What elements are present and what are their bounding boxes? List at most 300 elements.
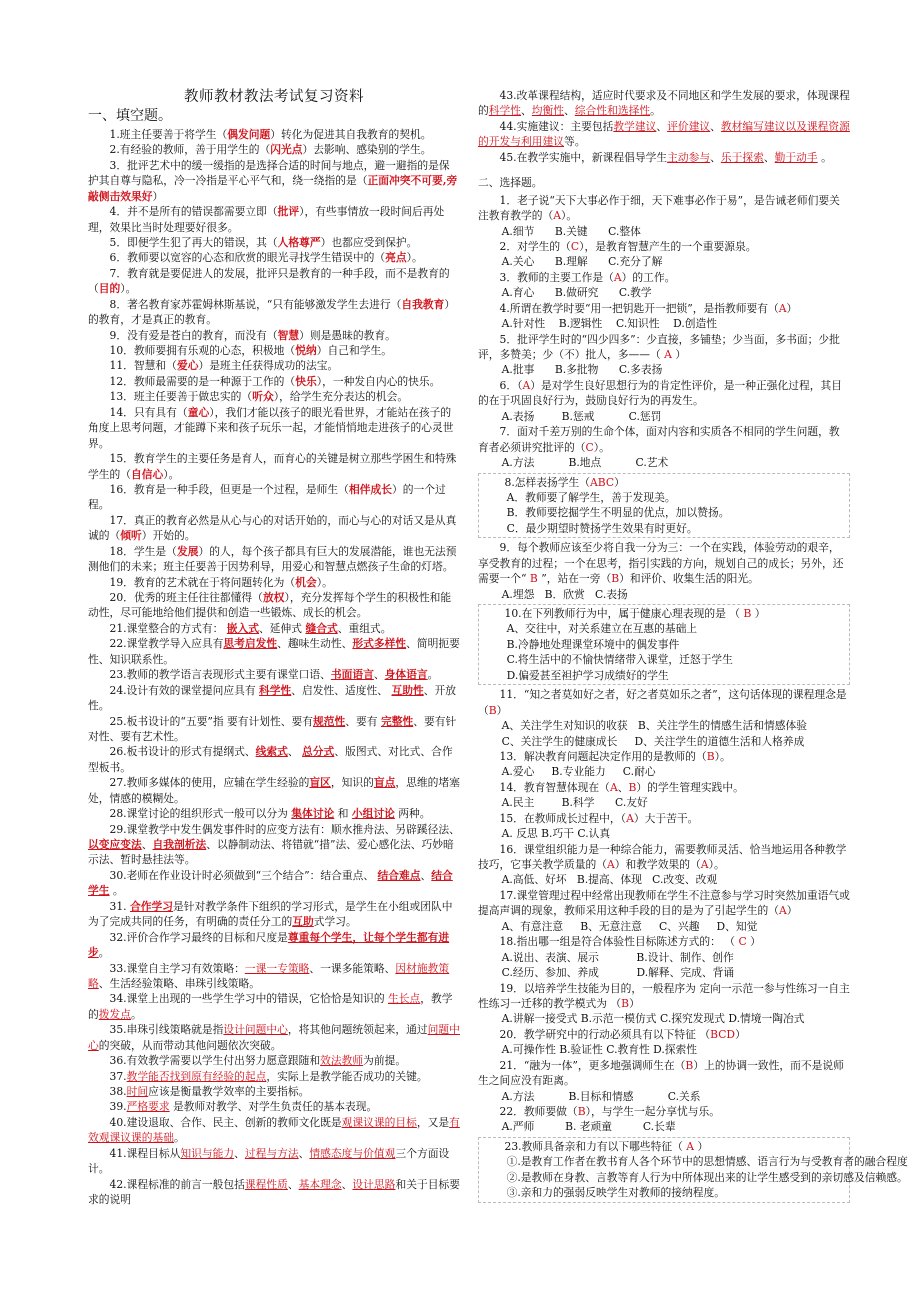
answer-text: 嵌入式 — [226, 621, 260, 635]
question-text: 、重组式。 — [337, 621, 392, 635]
question-text: 、以静制动法、将错就“措”法、爱心感化法、巧妙暗示法、暂时悬挂法等。 — [88, 838, 454, 867]
choice-question — [478, 1137, 908, 1203]
question-text: ）的人，每个孩子都具有巨大的发展潜能，谁也无法预测他们的未来；班主任要善于因势利导，用爱心和智慧点燃孩子生命的灯塔。 — [88, 544, 457, 574]
choice-question-stem — [483, 1139, 845, 1154]
answer-text: 听众 — [252, 390, 274, 404]
answer-text: 尊重每个学生，让每个学生都有进步 — [88, 930, 450, 960]
question-text: 17．真正的教育必然是从心与心的对话开始的，而心与心的对话又是从真诚的（ — [88, 513, 457, 543]
choice-question-stem — [478, 424, 850, 455]
question-text: 4．并不是所有的错误都需要立即（ — [109, 205, 278, 219]
choice-question — [478, 239, 850, 270]
choice-question-stem — [483, 475, 845, 490]
question-text: 。 — [427, 668, 439, 682]
choice-options: A.育心 B.做研究 C.教学 — [501, 286, 652, 300]
choice-options: A.可操作性 B.验证性 C.教育性 D.探索性 — [501, 1043, 698, 1057]
question-text: ，实际上是教学能否成功的关键。 — [266, 1069, 428, 1083]
page-title: 教师教材教法考试复习资料 — [184, 89, 364, 105]
question-text: 23.教师具备亲和力有以下哪些特征（ — [504, 1139, 687, 1153]
choice-answer: A — [664, 348, 672, 361]
question-text: 15．教育学生的主要任务是育人，而育心的关键是树立那些学困生和特殊学生的（ — [88, 452, 457, 481]
question-text: 5．即便学生犯了再大的错误，其（ — [109, 235, 278, 249]
question-text: 、 — [373, 668, 385, 682]
question-text: ） — [746, 935, 761, 949]
question-text: 19．以培养学生技能为目的，一般程序为 定向一示范一参与性练习一自主性练习一迁移的教学模式为 （ — [478, 981, 850, 1010]
question-text: 、版图式、对比式、合作型板书。 — [88, 745, 453, 774]
choice-question-stem — [478, 749, 850, 764]
question-text: 16．教育是一种手段，但更是一个过程，是师生（ — [109, 482, 349, 496]
question-text: ） — [629, 996, 640, 1010]
choice-question — [478, 888, 850, 934]
question-text: 13．解决教育问题起决定作用的是教师的（ — [499, 749, 707, 763]
question-text: 、趣味生动性、 — [277, 637, 353, 651]
answer-text: 主动参与 — [667, 150, 711, 164]
question-text: 28.课堂讨论的组织形式一般可以分为 — [109, 807, 292, 821]
question-text: 16．课堂组织能力是一种综合能力，需要教师灵活、恰当地运用各种教学技巧，它事关教学质量的（ — [478, 842, 847, 871]
choice-question — [478, 687, 850, 749]
fill-in-question — [88, 1069, 460, 1084]
question-text: ） — [671, 348, 687, 361]
choice-question — [478, 378, 850, 424]
question-text: ）和评价、收集生活的阳光。 — [619, 572, 759, 586]
choice-question-stem — [478, 1058, 850, 1089]
choice-options: A.讲解一接受式 B.示范一模仿式 C.探究发现式 D.情境一陶冶式 — [501, 1012, 805, 1026]
question-text: 10．教师要拥有乐观的心态，积极地（ — [109, 344, 296, 357]
choice-options: C．最少期望时赞扬学生效果有时更好。 — [506, 521, 698, 535]
answer-text: 盲点 — [373, 776, 396, 790]
choice-options: A.方法 B.目标和情感 C.关系 — [501, 1089, 701, 1103]
fill-in-question — [88, 235, 460, 250]
answer-text: 自我教育 — [401, 297, 445, 311]
question-text: 等。 — [564, 135, 586, 149]
choice-question — [478, 193, 850, 239]
fill-in-question — [478, 119, 850, 150]
question-text: 。 — [650, 104, 661, 118]
answer-text: 身体语言 — [384, 668, 428, 682]
choice-answer: A — [686, 1139, 695, 1153]
question-text: 、 — [710, 150, 721, 164]
question-text: 41.课程目标从 — [109, 1146, 181, 1160]
question-text: 22．教师要做（ — [499, 1105, 578, 1118]
question-text: ）。 — [561, 209, 578, 223]
choice-answer: B — [577, 1105, 586, 1118]
question-text: 13．班主任要善于做忠实的（ — [109, 390, 253, 404]
question-text: 39. — [109, 1100, 127, 1114]
choice-answer: ABC — [590, 475, 615, 489]
question-text: 17.课堂管理过程中经常出现教师在学生不注意参与学习时突然加重语气或提高声调的现象，教师采用这种手段的目的是为了引起学生的（ — [478, 888, 850, 918]
question-text: ，知识的 — [330, 776, 374, 790]
question-text: ），与学生一起分享忧与乐。 — [585, 1105, 720, 1118]
fill-in-question — [88, 266, 460, 297]
fill-in-question-list — [88, 127, 460, 1208]
answer-text: 人格尊严 — [277, 235, 321, 249]
question-text: 。 — [131, 1007, 142, 1021]
choice-question-stem — [478, 1104, 850, 1119]
question-text: 18．学生是（ — [109, 544, 177, 558]
fill-in-question — [88, 806, 460, 821]
fill-in-question — [88, 575, 460, 590]
fill-in-question — [88, 1022, 460, 1053]
choice-options: A．教师要了解学生，善于发现美。 — [506, 490, 676, 504]
question-text: 10.在下列教师行为中，属于健康心理表现的是 （ — [504, 607, 744, 620]
choice-options: A、交往中，对关系建立在互惠的基础上 — [506, 622, 698, 636]
question-text: 、 — [763, 150, 775, 164]
choice-answer: A — [522, 378, 531, 392]
answer-text: 有效观课议课的基础 — [88, 1115, 460, 1145]
question-text: ），是教育智慧产生的一个重要源泉。 — [579, 239, 757, 253]
answer-text: 勤于动手 — [774, 150, 818, 164]
answer-text: 互助性 — [391, 683, 424, 697]
answer-text: 乐于探索 — [720, 150, 764, 164]
choice-options: C、关注学生的健康成长 D、关注学生的道德生活和人格养成 — [501, 734, 805, 748]
choice-options: A.表扬 B.惩戒 C.惩罚 — [501, 409, 662, 423]
choice-question — [478, 332, 850, 378]
fill-in-question — [88, 868, 460, 899]
choice-question-stem — [478, 270, 850, 285]
choice-question — [478, 540, 850, 602]
question-text: 43.改革课程结构，适应时代要求及不同地区和学生发展的要求，体现课程的 — [478, 89, 850, 118]
question-text: 42.课程标准的前言一般包括 — [109, 1177, 245, 1191]
choice-question — [478, 1058, 850, 1104]
choice-answer: B — [743, 607, 752, 620]
question-text: 8.怎样表扬学生（ — [504, 475, 591, 489]
choice-answer: B — [685, 1058, 694, 1072]
fill-in-question — [88, 482, 460, 513]
choice-options: D.偏爱甚至袒护学习成绩好的学生 — [506, 668, 669, 682]
question-text: 24.设计有效的课堂提问应具有 — [109, 683, 260, 697]
question-text: ）。 — [593, 440, 610, 454]
choice-answer: C — [738, 935, 747, 949]
answer-text: 放权 — [262, 591, 285, 604]
question-text: ），有些事情放一段时间后再处理，效果比当时处理要好很多。 — [88, 205, 445, 234]
question-text: 、 — [656, 119, 668, 133]
question-text: ） — [496, 703, 508, 717]
question-text: ）。 — [406, 251, 423, 265]
question-text: ）的教育，才是真正的教育。 — [88, 297, 456, 327]
choice-options: A.细节 B.关键 C.整体 — [501, 224, 641, 238]
fill-in-question — [88, 1099, 460, 1114]
question-text: 、 — [617, 780, 629, 794]
answer-text: 结合难点 — [377, 868, 421, 882]
question-text: 、 — [141, 838, 153, 851]
answer-text: 规范性 — [313, 714, 346, 728]
choice-answer: BCD — [710, 1027, 736, 1041]
question-text: 20．教学研究中的行动必须具有以下特征 （ — [499, 1027, 711, 1041]
question-text: 2.有经验的教师，善于用学生的（ — [109, 143, 271, 157]
question-text: 14．教育智慧体现在（ — [499, 780, 610, 794]
answer-text: 发展 — [176, 544, 199, 558]
question-text: 29.课堂教学中发生偶发事件时的应变方法有：顺水推舟法、另辟蹊径法、 — [109, 822, 460, 836]
choice-question-stem — [478, 981, 850, 1012]
fill-in-question — [88, 822, 460, 868]
question-text: ）的一个过程。 — [88, 482, 446, 512]
question-text: ） — [751, 607, 766, 620]
fill-in-question — [88, 1084, 460, 1099]
section-fill-in-blank-heading: 一、填空题。 — [88, 108, 172, 125]
question-text: 18.指出哪一组是符合体验性目标陈述方式的： （ — [499, 935, 739, 949]
question-text: 38. — [109, 1085, 127, 1098]
fill-in-question — [88, 358, 460, 373]
answer-text: 过程与方法 — [244, 1146, 299, 1160]
answer-text: 总分式 — [302, 745, 335, 759]
question-text: 、要有针对性、要有艺术性。 — [88, 714, 457, 743]
choice-question-stem — [478, 1027, 850, 1042]
question-text: 1.班主任要善于将学生（ — [109, 127, 228, 141]
fill-in-question — [478, 150, 850, 165]
fill-in-question — [88, 667, 460, 682]
question-text: 6．教师要以宽容的心态和欣赏的眼光寻找学生错误中的（ — [109, 251, 386, 265]
question-text: ，思维的堵塞处，情感的模糊处。 — [88, 776, 460, 805]
fill-in-question — [88, 544, 460, 575]
question-text: 14．只有具有（ — [109, 405, 188, 419]
fill-in-question — [88, 1146, 460, 1177]
answer-text: 书面语言 — [330, 668, 374, 682]
choice-answer: A — [700, 858, 709, 871]
question-text: ） — [786, 301, 798, 315]
choice-answer: C — [570, 239, 580, 253]
answer-text: 偶发问题 — [227, 127, 271, 141]
question-text: 三个方面设计。 — [88, 1146, 450, 1176]
question-text: 6．（ — [499, 378, 523, 392]
fill-in-question — [88, 405, 460, 451]
answer-text: 自信心 — [131, 467, 164, 481]
fill-in-question — [88, 127, 460, 142]
question-text: 。 — [174, 1131, 185, 1145]
question-text: 12．教师最需要的是一种源于工作的（ — [109, 374, 296, 388]
fill-in-question — [88, 328, 460, 343]
answer-text: 相伴成长 — [348, 482, 392, 496]
choice-question — [478, 604, 850, 685]
question-text: 、 — [287, 1177, 299, 1191]
choice-question-list — [478, 193, 908, 1203]
answer-text: 正面冲突不可要,旁敲侧击效果好 — [88, 174, 458, 203]
answer-text: 评价建议 — [667, 119, 711, 133]
fill-in-question — [88, 899, 460, 930]
question-text: 、一课多能策略、 — [309, 961, 396, 975]
answer-text: 教学能否找到原有经验的起点 — [126, 1069, 267, 1083]
question-text: 式学习。 — [313, 915, 357, 929]
choice-options: A.批事 B.多批物 C.多表扬 — [501, 363, 663, 377]
question-text: 30.老师在作业设计时必须做到“三个结合”：结合重点、 — [109, 868, 378, 882]
question-text: 26.板书设计的形式有提纲式、 — [109, 745, 256, 759]
question-text: 32.评价合作学习最终的目标和尺度是 — [109, 930, 288, 944]
fill-in-question — [88, 389, 460, 404]
answer-text: 智慧 — [277, 328, 300, 342]
left-column — [88, 88, 460, 1208]
question-text: 、 — [710, 119, 721, 133]
choice-options: A.民主 B.科学 C.友好 — [501, 796, 648, 810]
choice-answer: C — [585, 440, 594, 454]
fill-in-question — [88, 204, 460, 235]
choice-options: A、有意注意 B、无意注意 C、兴趣 D、知觉 — [501, 919, 758, 933]
question-text: 40.建设退取、合作、民主、创新的教师文化既是 — [109, 1115, 342, 1129]
answer-text: 结合学生 — [88, 868, 453, 898]
right-column — [478, 88, 908, 1205]
question-text: ”，站在一旁（ — [537, 572, 612, 586]
fill-in-question — [88, 683, 460, 714]
question-text: 、启发性、适度性、 — [291, 683, 392, 697]
question-text: 2．对学生的（ — [499, 239, 571, 253]
choice-answer: B — [706, 749, 715, 763]
answer-text: 线索式 — [255, 745, 288, 759]
choice-question — [478, 301, 850, 332]
answer-text: 缝合式 — [305, 621, 338, 635]
choice-answer: A — [779, 904, 787, 918]
question-text: 9．每个教师应该至少将自我一分为三：一个在实践，体验劳动的艰辛，享受教育的过程；一个在思考，指引实践的方向，规划自己的成长；另外，还需要一个“ — [478, 541, 844, 586]
question-text: 20．优秀的班主任往往都懂得（ — [109, 591, 263, 604]
answer-text: 设计思路 — [352, 1177, 396, 1191]
question-text: 22.课堂教学导入应具有 — [109, 637, 224, 651]
answer-text: 生长点 — [388, 992, 421, 1006]
question-text: ）去影响、感染别的学生。 — [302, 143, 432, 157]
choice-question-stem — [478, 780, 850, 795]
fill-in-question — [88, 621, 460, 636]
question-text: ）。 — [120, 282, 137, 296]
question-text: 44.实施建议：主要包括 — [499, 119, 614, 133]
answer-text: 一课一专策略 — [244, 961, 310, 975]
answer-text: 效法教师 — [320, 1054, 364, 1068]
fill-in-question — [88, 250, 460, 265]
question-text: ）。 — [316, 575, 333, 589]
question-text: ）是班主任获得成功的法宝。 — [198, 359, 339, 373]
choice-options: A. 反思 B.巧干 C.认真 — [501, 827, 611, 841]
choice-question-stem — [483, 606, 845, 621]
choice-question-stem — [478, 934, 850, 949]
fill-in-question-list-continued — [478, 88, 850, 165]
choice-question — [478, 1104, 850, 1135]
choice-question-stem — [478, 239, 850, 254]
answer-text: 悦纳 — [295, 344, 317, 357]
answer-text: 时间 — [126, 1085, 149, 1098]
answer-text: 知识与能力 — [180, 1146, 235, 1160]
choice-answer: B — [611, 572, 620, 586]
answer-text: 批评 — [277, 205, 300, 219]
question-text: 应该是衡量教学效率的主要指标。 — [148, 1085, 310, 1098]
question-text: 为前提。 — [363, 1054, 407, 1068]
question-text: 37. — [109, 1069, 127, 1083]
choice-answer: A — [553, 209, 562, 223]
question-text: 、 — [298, 1146, 310, 1160]
fill-in-question — [88, 343, 460, 358]
answer-text: 思考启发性 — [223, 637, 278, 651]
choice-question-stem — [478, 888, 850, 919]
question-text: 。 — [109, 884, 124, 898]
choice-options: ②.是教师在身教、言教等育人行为中所体现出来的让学生感受到的亲切感及信赖感。 — [506, 1170, 908, 1184]
question-text: ）。 — [714, 749, 731, 763]
question-text: ），充分发挥每个学生的积极性和能动性，尽可能地给他们提供和创造一些锻炼、成长的机会。 — [88, 591, 452, 620]
choice-question-stem — [478, 378, 850, 409]
fill-in-question — [88, 1115, 460, 1146]
fill-in-question — [88, 636, 460, 667]
question-text: ） — [694, 1139, 709, 1153]
section-multiple-choice-heading: 二、选择题。 — [478, 176, 543, 190]
question-text: 和 — [334, 807, 352, 821]
choice-answer: B — [488, 703, 497, 717]
fill-in-question — [88, 775, 460, 806]
choice-options: C.将生活中的不愉快情绪带入课堂，迁怒于学生 — [506, 653, 733, 667]
fill-in-question — [88, 297, 460, 328]
question-text: 19．教育的艺术就在于将问题转化为（ — [109, 575, 296, 589]
answer-text: 问题中心 — [88, 1023, 460, 1052]
answer-text: 爱心 — [176, 359, 199, 373]
question-text: 、 — [420, 868, 432, 882]
question-text: 8．著名教育家苏霍姆林斯基说，“只有能够激发学生去进行（ — [109, 297, 402, 311]
answer-text: 合作学习 — [130, 899, 174, 913]
choice-options: A.方法 B.地点 C.艺术 — [501, 456, 669, 470]
choice-answer: A — [607, 858, 615, 871]
choice-options: A.说出、表演、展示 B.设计、制作、创作 — [501, 950, 734, 964]
choice-question-stem — [478, 332, 850, 363]
fill-in-question — [88, 513, 460, 544]
question-text: ）。 — [163, 467, 180, 481]
question-text: 是教师对教学、对学生负责任的基本表现。 — [169, 1100, 378, 1114]
question-text: ），我们才能以孩子的眼光看世界，才能站在孩子的角度上思考问题，才能蹲下来和孩子玩乐一起，才能悄悄地走进孩子的心灵世界。 — [88, 405, 454, 450]
fill-in-question — [88, 142, 460, 157]
answer-text: 闪光点 — [270, 143, 303, 157]
question-text: 9．没有爱是苍白的教育，而没有（ — [109, 328, 278, 342]
question-text: 3．教师的主要工作是（ — [499, 270, 614, 284]
choice-question — [478, 749, 850, 780]
question-text: ）大于苦干。 — [633, 811, 699, 825]
question-text: ），给学生充分表达的机会。 — [273, 390, 409, 404]
question-text: ，教学的 — [88, 992, 453, 1021]
question-text: ）。 — [708, 858, 725, 871]
choice-question — [478, 811, 850, 842]
question-text: 两种。 — [394, 807, 431, 821]
fill-in-question — [88, 374, 460, 389]
question-text: ）是对学生良好思想行为的肯定性评价，是一种正强化过程，其目的在于巩固良好行为，鼓励良好行为的再发生。 — [478, 378, 842, 408]
question-text: ） — [735, 1027, 746, 1041]
question-text: ，又是 — [416, 1115, 450, 1129]
question-text: ）则是愚昧的教育。 — [299, 328, 396, 342]
question-text: 11．“知之者莫如好之者，好之者莫如乐之者”，这句话体现的课程理念是（ — [478, 688, 847, 717]
choice-options: ③.亲和力的强弱反映学生对教师的接纳程度。 — [506, 1186, 726, 1200]
choice-question-stem — [478, 811, 850, 826]
question-text: 、开放性。 — [88, 683, 456, 713]
question-text: 5．批评学生时的“四少四多”：少直接，多铺垫；少当面，多书面；少批评，多赞美；少（不）批人，多——（ — [478, 332, 840, 361]
fill-in-question — [88, 991, 460, 1022]
question-text: 1．老子说“天下大事必作于细，天下难事必作于易”，是告诫老师们要关注教育教学的（ — [478, 193, 840, 223]
question-text: 是针对教学条件下组织的学习形式，是学生在小组或团队中为了完成共同的任务，有明确的责任分工的 — [88, 899, 453, 929]
fill-in-question — [88, 451, 460, 482]
question-text: 11．智慧和（ — [109, 359, 177, 373]
question-text: 、要有 — [345, 714, 381, 728]
question-text: 31. — [109, 899, 131, 913]
answer-text: 情感态度与价值观 — [309, 1146, 396, 1160]
question-text: 和关于目标要求的说明 — [88, 1177, 460, 1207]
question-text: 21.课堂整合的方式有： — [109, 621, 227, 635]
question-text: 25.板书设计的“五要”指 要有计划性、要有 — [109, 714, 314, 728]
question-text: 。 — [817, 150, 832, 164]
question-text: 。 — [98, 946, 110, 960]
question-text: 15．在教师成长过程中，（ — [499, 811, 627, 825]
answer-text: 机会 — [295, 575, 317, 589]
choice-answer: A — [609, 780, 618, 794]
answer-text: 形式多样性 — [352, 637, 407, 651]
fill-in-question — [88, 1053, 460, 1068]
answer-text: 完整性 — [380, 714, 414, 728]
choice-question-stem — [478, 193, 850, 224]
choice-options: A.针对性 B.逻辑性 C.知识性 D.创造性 — [501, 317, 718, 331]
answer-text: 严格要求 — [126, 1100, 170, 1114]
choice-options: A.埋怨 B．欣赏 C.表扬 — [501, 587, 628, 601]
choice-question — [478, 1027, 850, 1058]
choice-options: B.冷静地处理课堂环境中的偶发事件 — [506, 637, 680, 651]
question-text: ）转化为促进其自我教育的契机。 — [270, 127, 432, 141]
question-text: ），一种发自内心的快乐。 — [316, 374, 441, 388]
choice-options: A.爱心 B.专业能力 C.耐心 — [501, 765, 656, 779]
question-text: ） — [786, 904, 798, 918]
question-text: ）的工作。 — [621, 270, 676, 284]
